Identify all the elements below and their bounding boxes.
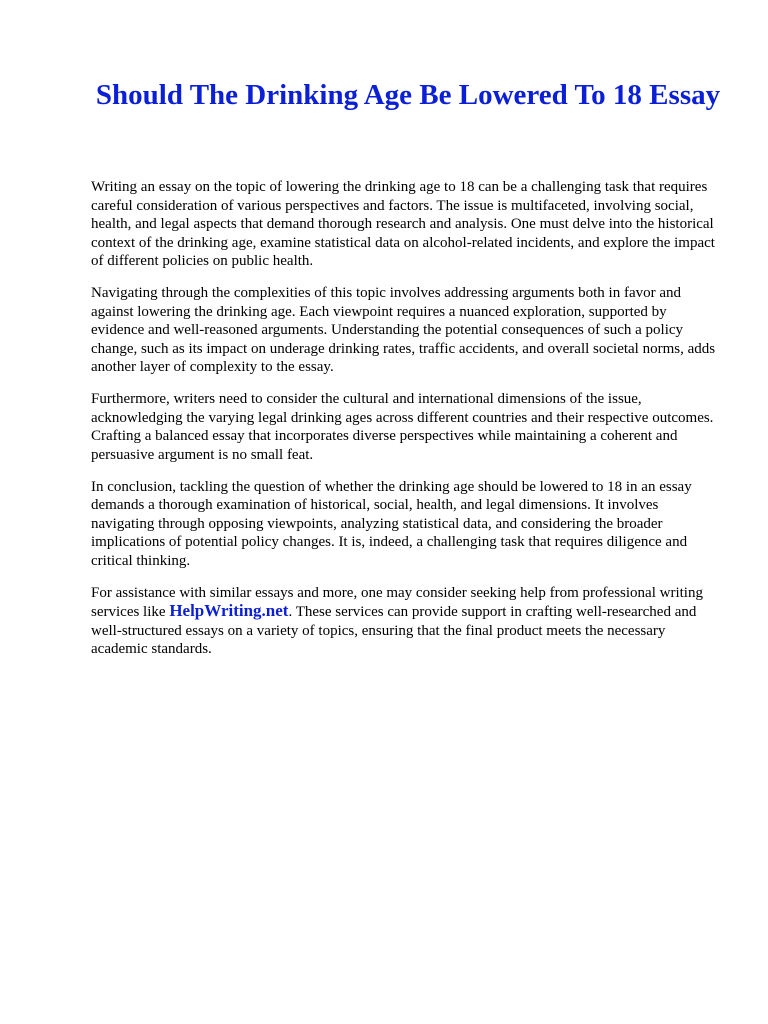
document-body <box>91 178 716 672</box>
paragraph-conclusion: In conclusion, tackling the question of whether the drinking age should be lowered to 18 in an essay demands a thorough examination of historical, social, health, and legal dimensions. It involves navigating through opposing viewpoints, analyzing statistical data, and considering the broader implications of potential policy changes. It is, indeed, a challenging task that requires diligence and critical thinking. <box>91 478 692 569</box>
document-title: Should The Drinking Age Be Lowered To 18 Essay <box>95 79 721 111</box>
closing-text-after-link: . These services can provide support in crafting well-researched and well-structured essays on a variety of topics, ensuring that the final product meets the necessary academic standards. <box>91 604 697 657</box>
paragraph-arguments: Navigating through the complexities of this topic involves addressing arguments both in favor and against lowering the drinking age. Each viewpoint requires a nuanced exploration, supported by evidence and well-reasoned arguments. Understanding the potential consequences of such a policy change, such as its impact on underage drinking rates, traffic accidents, and overall societal norms, adds another layer of complexity to the essay. <box>91 285 716 375</box>
paragraph-closing <box>91 584 716 659</box>
helpwriting-link[interactable]: HelpWriting.net <box>169 601 289 620</box>
closing-text-before-link: For assistance with similar essays and more, one may consider seeking help from professional writing services like <box>91 584 703 620</box>
paragraph-intro: Writing an essay on the topic of lowering the drinking age to 18 can be a challenging task that requires careful consideration of various perspectives and factors. The issue is multifaceted, involving social, health, and legal aspects that demand thorough research and analysis. One must delve into the historical context of the drinking age, examine statistical data on alcohol-related incidents, and explore the impact of different policies on public health. <box>91 179 715 269</box>
paragraph-international: Furthermore, writers need to consider the cultural and international dimensions of the issue, acknowledging the varying legal drinking ages across different countries and their respective outcomes. Crafting a balanced essay that incorporates diverse perspectives while maintaining a coherent and persuasive argument is no small feat. <box>91 391 714 463</box>
